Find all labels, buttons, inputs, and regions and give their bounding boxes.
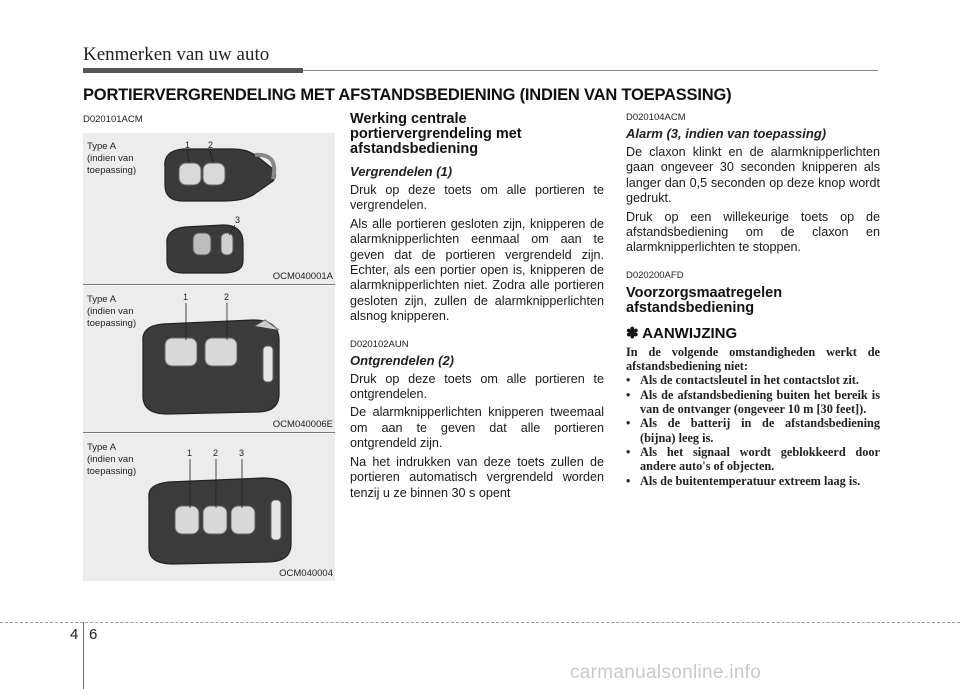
note-intro: In de volgende omstandigheden werkt de afstandsbediening niet:	[626, 344, 880, 374]
unlock-subheading: Ontgrendelen (2)	[350, 352, 455, 368]
callout-1: 1	[187, 448, 193, 458]
alarm-subheading: Alarm (3, indien van toepassing)	[626, 126, 827, 141]
page-header-title: Kenmerken van uw auto	[83, 44, 270, 65]
callout-1: 1	[185, 140, 191, 150]
footer-dashed-rule	[0, 622, 960, 623]
unlock-paragraph-1: Druk op deze toets om alle portieren te ontgrendelen.	[350, 371, 604, 402]
alarm-reference-code: D020104ACM	[626, 112, 686, 123]
callout-2: 2	[224, 292, 230, 302]
lock-paragraph-2: Als alle portieren gesloten zijn, knipperen de alarmknipperlichten eenmaal om aan te geven dat de portieren vergrendeld zijn. Echter, als een portier open is, knipperen de alarmknipperlichten niet. Zodra alle portieren gesloten zijn, zullen de alarmknipperlichten alsnog knipperen.	[350, 216, 604, 324]
precautions-reference-code: D020200AFD	[626, 269, 684, 281]
figure-fob-type-a-1	[83, 133, 335, 284]
callout-3: 3	[235, 215, 241, 225]
note-list-item: • Als de buitentemperatuur extreem laag is.	[626, 474, 880, 488]
figure-label: Type A (indien van toepassing)	[87, 294, 137, 329]
figure-divider	[83, 284, 335, 285]
header-accent-bar	[83, 68, 303, 73]
right-column	[626, 112, 880, 488]
figure-label: Type A (indien van toepassing)	[87, 141, 137, 176]
figure-code: OCM040004	[279, 568, 333, 579]
note-body	[626, 345, 880, 488]
callout-2: 2	[213, 448, 219, 458]
smart-key-3-button-illustration	[83, 434, 335, 581]
middle-column	[350, 112, 604, 501]
figure-fob-type-a-3	[83, 434, 335, 581]
folding-key-illustration	[83, 133, 335, 284]
note-list-item: • Als de afstandsbediening buiten het bereik is van de ontvanger (ongeveer 10 m [30 feet]).	[626, 388, 880, 417]
figure-fob-type-a-2	[83, 286, 335, 432]
page-number: 6	[89, 626, 98, 643]
alarm-paragraph-1: De claxon klinkt en de alarmknipperlichten gaan ongeveer 30 seconden knipperen als langer dan 0,5 seconden op deze knop wordt gedrukt.	[626, 145, 880, 206]
footer-vertical-rule	[83, 622, 84, 689]
lock-paragraph-1: Druk op deze toets om alle portieren te vergrendelen.	[350, 183, 604, 213]
unlock-reference-code: D020102AUN	[350, 338, 409, 350]
page-chapter-number: 4	[70, 626, 79, 643]
note-list-item: • Als het signaal wordt geblokkeerd door andere auto's of objecten.	[626, 445, 880, 474]
note-heading: ✽ AANWIJZING	[626, 324, 738, 342]
callout-3: 3	[239, 448, 245, 458]
smart-key-2-button-illustration	[83, 286, 335, 432]
watermark: carmanualsonline.info	[570, 662, 762, 683]
alarm-paragraph-2: Druk op een willekeurige toets op de afstandsbediening om de claxon en alarmknipperlichten te stoppen.	[626, 209, 880, 255]
header-rule	[303, 70, 878, 71]
lock-subheading: Vergrendelen (1)	[350, 164, 453, 179]
unlock-paragraph-2: De alarmknipperlichten knipperen tweemaal om aan te geven dat alle portieren ontgrendeld zijn.	[350, 405, 604, 451]
note-list-item: • Als de batterij in de afstandsbediening (bijna) leeg is.	[626, 416, 880, 445]
figure-divider	[83, 432, 335, 433]
operation-heading: Werking centrale portiervergrendeling met afstandsbediening	[350, 111, 522, 157]
figure-reference-code: D020101ACM	[83, 114, 143, 125]
section-title: PORTIERVERGRENDELING MET AFSTANDSBEDIENING (INDIEN VAN TOEPASSING)	[83, 86, 732, 104]
figure-code: OCM040001A	[272, 271, 333, 282]
figure-code: OCM040006E	[272, 419, 333, 430]
callout-2: 2	[208, 140, 214, 150]
unlock-paragraph-3: Na het indrukken van deze toets zullen de portieren automatisch vergrendeld worden tenzij u ze binnen 30 s opent	[350, 454, 604, 500]
precautions-heading: Voorzorgsmaatregelen afstandsbediening	[626, 284, 783, 316]
note-list-item: • Als de contactsleutel in het contactslot zit.	[626, 373, 880, 387]
figure-label: Type A (indien van toepassing)	[87, 442, 137, 477]
note-list	[626, 373, 880, 487]
callout-1: 1	[183, 292, 189, 302]
